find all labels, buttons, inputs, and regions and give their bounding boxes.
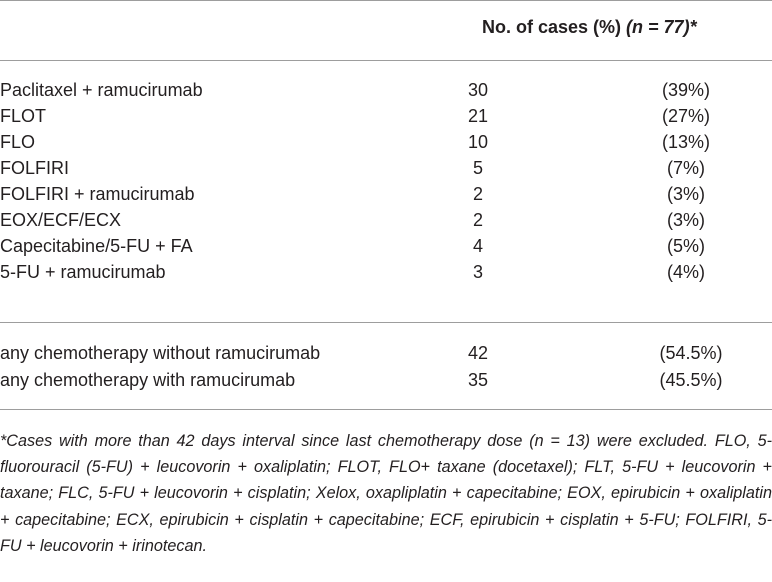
case-count: 4 xyxy=(472,236,483,256)
regimen-label: FOLFIRI xyxy=(0,158,70,178)
regimen-label: Paclitaxel + ramucirumab xyxy=(0,80,203,100)
table-row xyxy=(0,77,772,103)
table-row xyxy=(0,103,772,129)
summary-percent: (45.5%) xyxy=(659,370,723,390)
regimen-label: FLO xyxy=(0,132,36,152)
table-row xyxy=(0,259,772,285)
table-row xyxy=(0,233,772,259)
case-count: 2 xyxy=(472,184,483,204)
table-row xyxy=(0,155,772,181)
table-footnote: *Cases with more than 42 days interval since last chemotherapy dose (n = 13) were excluded. FLO, 5-fluorouracil (5-FU) + leucovorin + oxaliplatin; FLOT, FLO+ taxane (docetaxel); FLT, 5-FU + leucovorin + taxane; FLC, 5-FU + leucovorin + cisplatin; Xelox, oxapliplatin + capecitabine; EOX, epirubicin + oxaliplatin + capecitabine; ECX, epirubicin + cisplatin + capecitabine; ECF, epirubicin + cisplatin + 5-FU; FOLFIRI, 5- FU + leucovorin + irinotecan. xyxy=(0,432,772,555)
case-percent: (7%) xyxy=(666,158,705,178)
case-percent: (5%) xyxy=(666,236,705,256)
regimen-label: FOLFIRI + ramucirumab xyxy=(0,184,195,204)
summary-percent: (54.5%) xyxy=(659,343,723,363)
case-percent: (39%) xyxy=(661,80,710,100)
case-percent: (27%) xyxy=(661,106,710,126)
column-header-n: (n = 77)* xyxy=(626,17,697,37)
summary-count: 42 xyxy=(467,343,489,363)
header-rule xyxy=(0,60,772,61)
case-percent: (13%) xyxy=(661,132,710,152)
table-row xyxy=(0,129,772,155)
table-row xyxy=(0,181,772,207)
summary-row xyxy=(0,367,772,393)
summary-label: any chemotherapy without ramucirumab xyxy=(0,343,321,363)
case-percent: (4%) xyxy=(666,262,705,282)
table-column-header xyxy=(482,17,697,38)
regimen-label: FLOT xyxy=(0,106,47,126)
table-bottom-rule xyxy=(0,409,772,410)
column-header-label: No. of cases (%) xyxy=(482,17,627,37)
case-count: 21 xyxy=(467,106,489,126)
summary-label: any chemotherapy with ramucirumab xyxy=(0,370,296,390)
summary-row xyxy=(0,340,772,366)
case-count: 2 xyxy=(472,210,483,230)
case-percent: (3%) xyxy=(666,210,705,230)
case-count: 5 xyxy=(472,158,483,178)
regimen-label: 5-FU + ramucirumab xyxy=(0,262,166,282)
table-row xyxy=(0,207,772,233)
case-count: 3 xyxy=(472,262,483,282)
summary-rule xyxy=(0,322,772,323)
regimen-label: Capecitabine/5-FU + FA xyxy=(0,236,193,256)
case-percent: (3%) xyxy=(666,184,705,204)
case-count: 10 xyxy=(467,132,489,152)
summary-count: 35 xyxy=(467,370,489,390)
regimen-label: EOX/ECF/ECX xyxy=(0,210,122,230)
table-top-rule xyxy=(0,0,772,1)
case-count: 30 xyxy=(467,80,489,100)
